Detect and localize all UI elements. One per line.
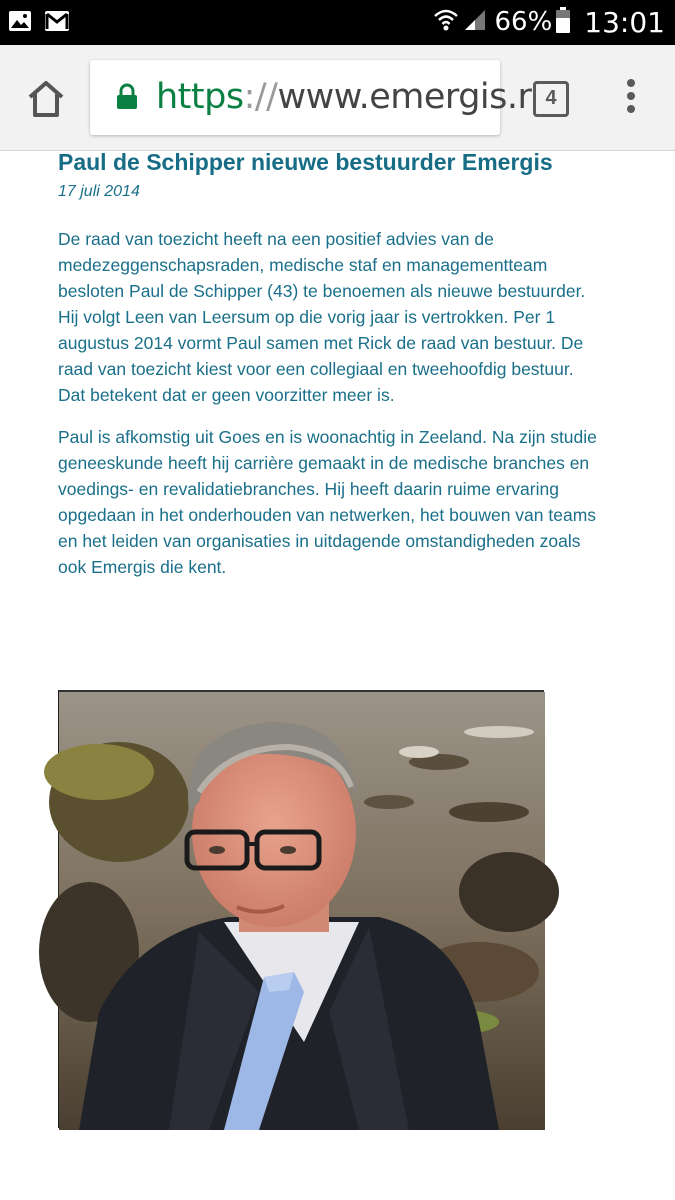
url-separator: :// <box>243 77 278 117</box>
article-paragraph: Paul is afkomstig uit Goes en is woonachtig in Zeeland. Na zijn studie geneeskunde heeft hij carrière gemaakt in de medische branches en voedings- en revalidatiebranches. Hij heeft daarin ruime ervaring opgedaan in het onderhouden van netwerken, het bouwen van teams en het leiden van organisaties in uitdagende omstandigheden zoals ook Emergis die kent. <box>58 427 597 577</box>
article-title: Paul de Schipper nieuwe bestuurder Emergis <box>58 149 553 175</box>
article-paragraph: De raad van toezicht heeft na een positief advies van de medezeggenschapsraden, medische staf en managementteam besloten Paul de Schipper (43) te benoemen als nieuwe bestuurder. Hij volgt Leen van Leersum op die vorig jaar is vertrokken. Per 1 augustus 2014 vormt Paul samen met Rick de raad van bestuur. De raad van toezicht kiest voor een collegiaal en tweehoofdig bestuur. Dat betekent dat er geen voorzitter meer is. <box>58 229 586 405</box>
gallery-icon <box>8 10 32 37</box>
wifi-icon <box>433 8 459 37</box>
gmail-icon <box>44 10 70 37</box>
menu-dot <box>627 79 635 87</box>
battery-icon <box>556 7 570 38</box>
portrait-photo <box>58 690 544 1128</box>
tab-switcher-button[interactable]: 4 <box>533 81 569 117</box>
lock-icon <box>116 84 138 110</box>
home-icon <box>22 75 70 123</box>
overflow-menu-button[interactable] <box>620 79 642 119</box>
menu-dot <box>627 92 635 100</box>
url-scheme: https <box>156 77 244 117</box>
browser-toolbar <box>0 45 675 151</box>
clock: 13:01 <box>584 5 665 39</box>
signal-icon <box>463 8 487 37</box>
portrait-illustration <box>59 692 545 1130</box>
url-text <box>156 77 531 117</box>
url-host: www.emergis.r <box>277 77 532 117</box>
url-bar[interactable] <box>90 60 532 135</box>
status-bar <box>0 0 675 45</box>
article <box>58 143 598 580</box>
menu-dot <box>627 105 635 113</box>
home-button[interactable] <box>22 75 70 123</box>
article-date: 17 juli 2014 <box>58 183 140 200</box>
battery-percent: 66% <box>494 7 553 37</box>
